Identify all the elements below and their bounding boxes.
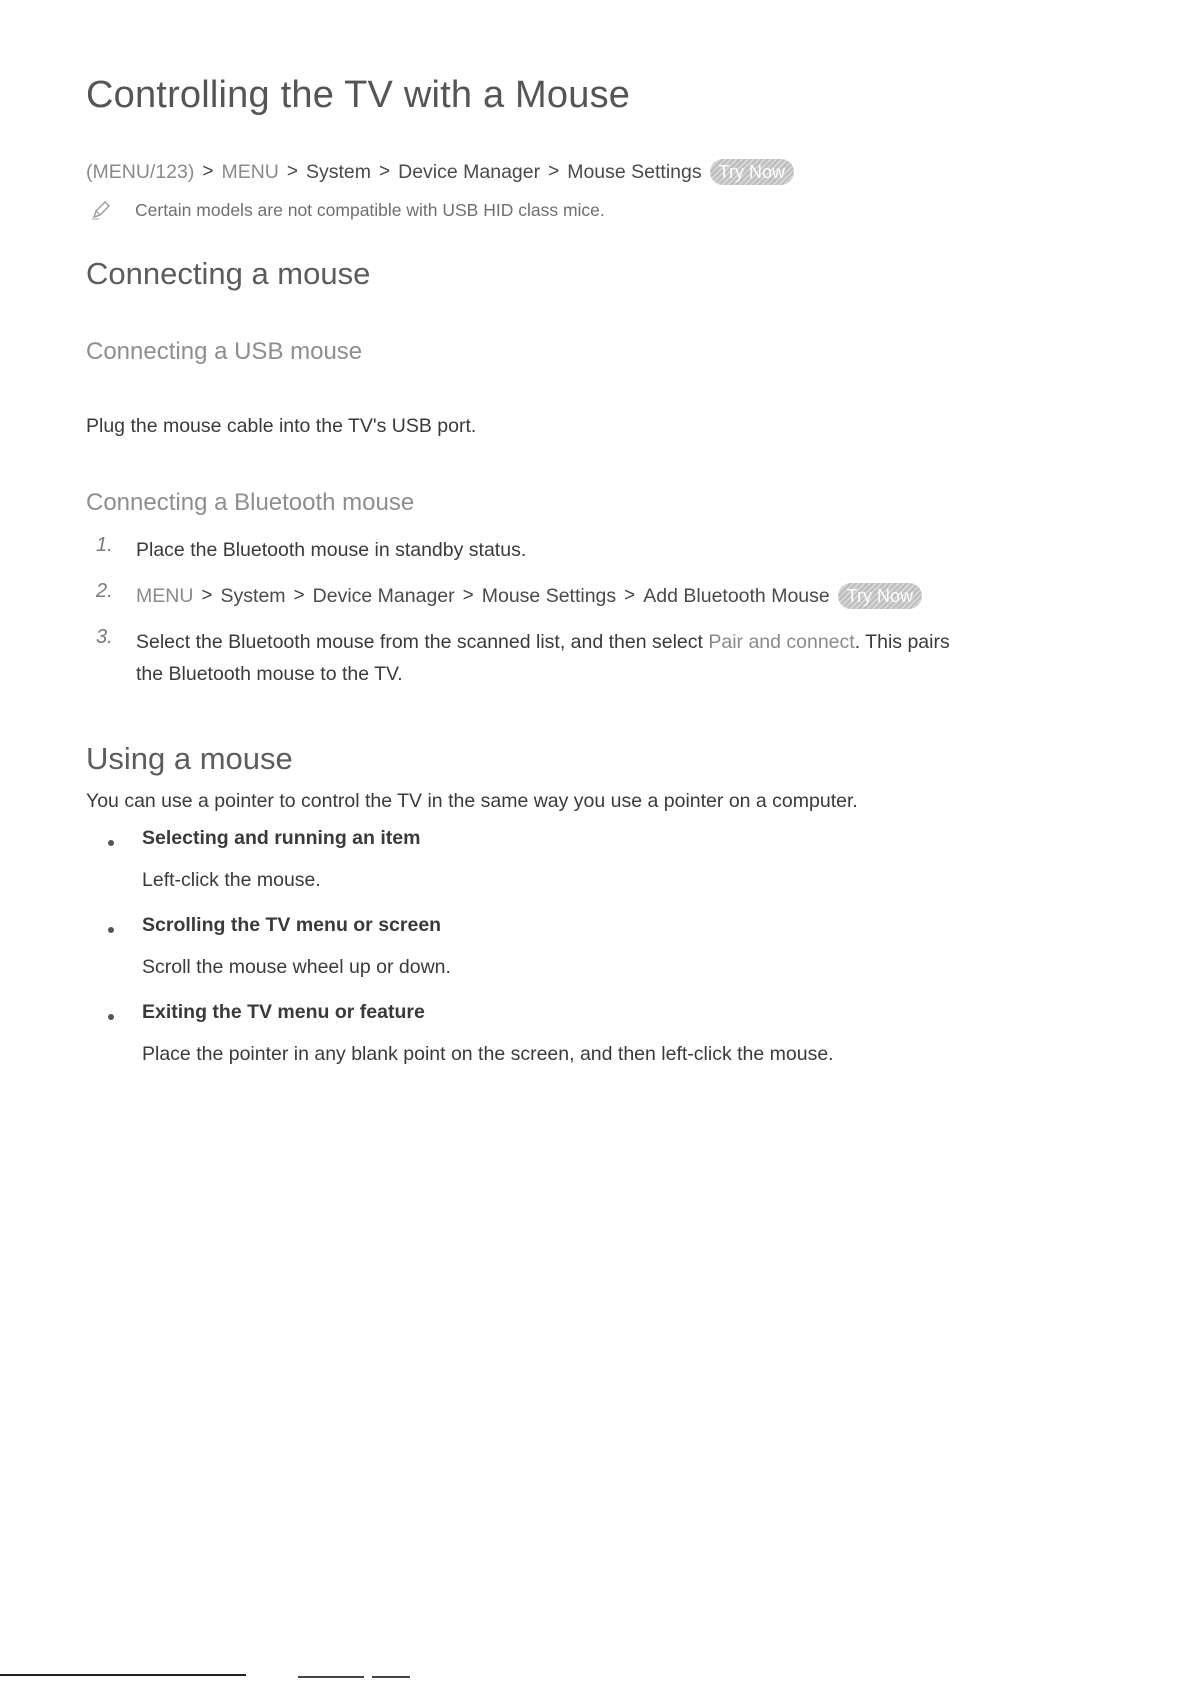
step-2-path: [136, 580, 922, 612]
step-1: [86, 534, 526, 566]
try-now-button[interactable]: Try Now: [838, 583, 922, 609]
bullet-title-scrolling: Scrolling the TV menu or screen: [142, 914, 442, 936]
bullet-dot: [108, 927, 114, 933]
path-item-device-manager: Device Manager: [312, 585, 455, 607]
path-item-menu: MENU: [136, 585, 194, 607]
bullet-desc-scrolling: Scroll the mouse wheel up or down.: [142, 956, 451, 978]
step-3: [86, 626, 950, 690]
section-heading-using: Using a mouse: [86, 741, 293, 776]
using-intro: You can use a pointer to control the TV in the same way you use a pointer on a computer.: [86, 790, 858, 812]
section-heading-connecting: Connecting a mouse: [86, 256, 371, 291]
page-title: Controlling the TV with a Mouse: [86, 74, 631, 116]
breadcrumb-item-menu-123: (MENU/123): [86, 160, 195, 183]
bullet-dot: [108, 840, 114, 846]
breadcrumb: [86, 159, 794, 185]
breadcrumb-separator: >: [548, 161, 560, 182]
pencil-icon: [90, 199, 112, 221]
breadcrumb-separator: >: [201, 585, 213, 606]
bullet-dot: [108, 1014, 114, 1020]
breadcrumb-separator: >: [286, 161, 298, 182]
bullet-desc-exiting: Place the pointer in any blank point on the screen, and then left-click the mouse.: [142, 1043, 834, 1065]
usb-instruction: Plug the mouse cable into the TV's USB port.: [86, 415, 477, 437]
path-item-system: System: [220, 585, 286, 607]
breadcrumb-separator: >: [379, 161, 391, 182]
breadcrumb-separator: >: [293, 585, 305, 606]
bullet-desc-selecting: Left-click the mouse.: [142, 869, 321, 891]
step-number: 1.: [96, 534, 113, 556]
step-number: 2.: [96, 580, 113, 602]
path-item-mouse-settings: Mouse Settings: [481, 585, 617, 607]
step-text: Select the Bluetooth mouse from the scanned list, and then select: [136, 631, 709, 653]
footer-rule: [0, 1674, 246, 1676]
bullet-title-exiting: Exiting the TV menu or feature: [142, 1001, 425, 1023]
footer-mark: [298, 1676, 364, 1678]
try-now-button[interactable]: Try Now: [710, 159, 794, 185]
step-text-continued: . This pairs: [854, 631, 950, 653]
note: [90, 199, 605, 221]
path-item-add-bluetooth-mouse: Add Bluetooth Mouse: [643, 585, 830, 607]
step-number: 3.: [96, 626, 113, 648]
step-2: [86, 580, 922, 612]
breadcrumb-item-device-manager: Device Manager: [398, 160, 541, 183]
breadcrumb-item-system: System: [306, 160, 372, 183]
bullet-title-selecting: Selecting and running an item: [142, 827, 421, 849]
breadcrumb-separator: >: [462, 585, 474, 606]
subsection-heading-bluetooth: Connecting a Bluetooth mouse: [86, 489, 415, 516]
note-text: Certain models are not compatible with USB HID class mice.: [135, 199, 605, 220]
step-text: Place the Bluetooth mouse in standby status.: [136, 539, 527, 561]
footer-mark: [372, 1676, 410, 1678]
pair-and-connect-label: Pair and connect: [708, 631, 855, 653]
breadcrumb-item-mouse-settings: Mouse Settings: [567, 160, 702, 183]
breadcrumb-separator: >: [202, 161, 214, 182]
step-text-line-2: the Bluetooth mouse to the TV.: [136, 663, 403, 685]
breadcrumb-item-menu: MENU: [221, 160, 279, 183]
breadcrumb-separator: >: [624, 585, 636, 606]
subsection-heading-usb: Connecting a USB mouse: [86, 338, 363, 365]
